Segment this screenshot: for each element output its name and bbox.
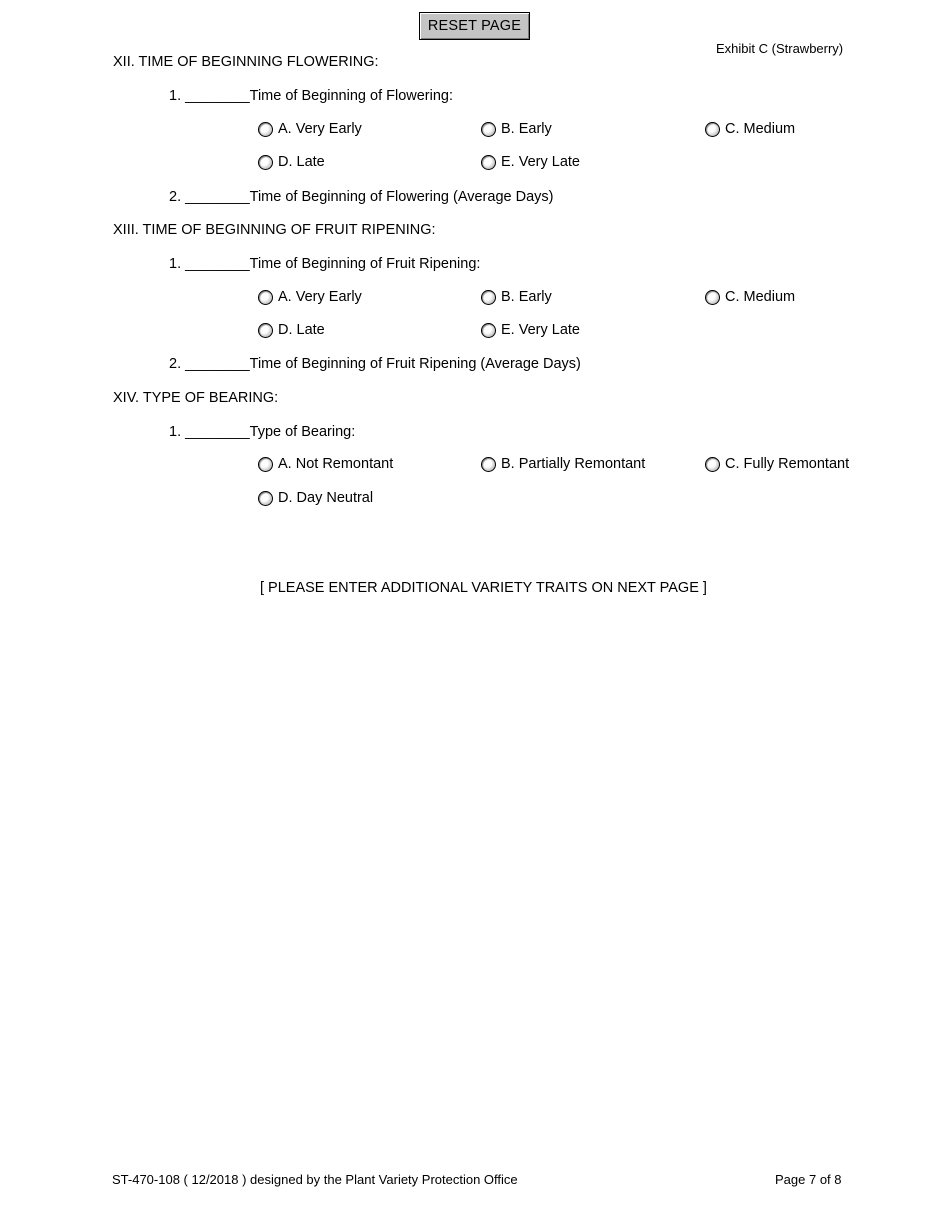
radio-ripening-medium[interactable] bbox=[705, 288, 795, 306]
question-label: Time of Beginning of Flowering (Average Days) bbox=[249, 189, 554, 205]
radio-flowering-early[interactable] bbox=[481, 120, 552, 138]
radio-button-icon[interactable] bbox=[258, 457, 273, 472]
exhibit-label: Exhibit C (Strawberry) bbox=[716, 41, 844, 56]
radio-bearing-day-neutral[interactable] bbox=[258, 489, 373, 507]
question-number: 2. bbox=[169, 356, 182, 372]
question-number: 1. bbox=[169, 256, 182, 272]
radio-label: D. Late bbox=[278, 322, 325, 338]
answer-blank[interactable]: ________ bbox=[185, 256, 250, 272]
radio-label: B. Partially Remontant bbox=[501, 456, 646, 472]
radio-ripening-very-early[interactable] bbox=[258, 288, 362, 306]
question-label: Time of Beginning of Fruit Ripening (Average Days) bbox=[249, 356, 581, 372]
radio-button-icon[interactable] bbox=[481, 122, 496, 137]
radio-ripening-late[interactable] bbox=[258, 321, 325, 339]
radio-label: A. Very Early bbox=[278, 121, 362, 137]
question-flowering-average-days bbox=[169, 190, 553, 205]
radio-button-icon[interactable] bbox=[481, 457, 496, 472]
radio-label: C. Medium bbox=[725, 289, 796, 305]
reset-page-button[interactable]: RESET PAGE bbox=[419, 12, 530, 40]
question-flowering-time bbox=[169, 89, 453, 104]
radio-button-icon[interactable] bbox=[258, 155, 273, 170]
question-type-of-bearing bbox=[169, 425, 355, 440]
radio-label: A. Not Remontant bbox=[278, 456, 394, 472]
section-heading-type-of-bearing: XIV. TYPE OF BEARING: bbox=[113, 390, 279, 406]
answer-blank[interactable]: ________ bbox=[185, 88, 250, 104]
radio-button-icon[interactable] bbox=[481, 155, 496, 170]
radio-button-icon[interactable] bbox=[481, 290, 496, 305]
section-heading-fruit-ripening: XIII. TIME OF BEGINNING OF FRUIT RIPENING: bbox=[113, 222, 436, 238]
question-label: Time of Beginning of Fruit Ripening: bbox=[249, 256, 481, 272]
radio-label: C. Fully Remontant bbox=[725, 456, 850, 472]
question-ripening-time bbox=[169, 257, 480, 272]
radio-flowering-very-early[interactable] bbox=[258, 120, 362, 138]
radio-label: C. Medium bbox=[725, 121, 796, 137]
radio-button-icon[interactable] bbox=[705, 122, 720, 137]
footer-page-number: Page 7 of 8 bbox=[775, 1172, 842, 1187]
radio-button-icon[interactable] bbox=[705, 290, 720, 305]
section-heading-flowering: XII. TIME OF BEGINNING FLOWERING: bbox=[113, 54, 379, 70]
question-ripening-average-days bbox=[169, 357, 581, 372]
radio-label: B. Early bbox=[501, 121, 552, 137]
question-label: Type of Bearing: bbox=[249, 424, 356, 440]
radio-label: D. Day Neutral bbox=[278, 490, 374, 506]
radio-bearing-not-remontant[interactable] bbox=[258, 455, 393, 473]
radio-ripening-very-late[interactable] bbox=[481, 321, 580, 339]
question-label: Time of Beginning of Flowering: bbox=[249, 88, 454, 104]
radio-label: A. Very Early bbox=[278, 289, 362, 305]
question-number: 1. bbox=[169, 88, 182, 104]
radio-ripening-early[interactable] bbox=[481, 288, 552, 306]
radio-flowering-medium[interactable] bbox=[705, 120, 795, 138]
radio-label: E. Very Late bbox=[501, 322, 580, 338]
answer-blank[interactable]: ________ bbox=[185, 356, 250, 372]
radio-label: E. Very Late bbox=[501, 154, 580, 170]
question-number: 2. bbox=[169, 189, 182, 205]
radio-label: B. Early bbox=[501, 289, 552, 305]
radio-button-icon[interactable] bbox=[258, 290, 273, 305]
next-page-note: [ PLEASE ENTER ADDITIONAL VARIETY TRAITS ON NEXT PAGE ] bbox=[260, 580, 707, 596]
radio-flowering-late[interactable] bbox=[258, 153, 325, 171]
footer-form-id: ST-470-108 ( 12/2018 ) designed by the Plant Variety Protection Office bbox=[112, 1172, 518, 1187]
radio-bearing-partially-remontant[interactable] bbox=[481, 455, 645, 473]
radio-bearing-fully-remontant[interactable] bbox=[705, 455, 849, 473]
question-number: 1. bbox=[169, 424, 182, 440]
radio-button-icon[interactable] bbox=[258, 491, 273, 506]
radio-flowering-very-late[interactable] bbox=[481, 153, 580, 171]
radio-label: D. Late bbox=[278, 154, 325, 170]
radio-button-icon[interactable] bbox=[258, 323, 273, 338]
radio-button-icon[interactable] bbox=[258, 122, 273, 137]
answer-blank[interactable]: ________ bbox=[185, 189, 250, 205]
answer-blank[interactable]: ________ bbox=[185, 424, 250, 440]
radio-button-icon[interactable] bbox=[705, 457, 720, 472]
radio-button-icon[interactable] bbox=[481, 323, 496, 338]
